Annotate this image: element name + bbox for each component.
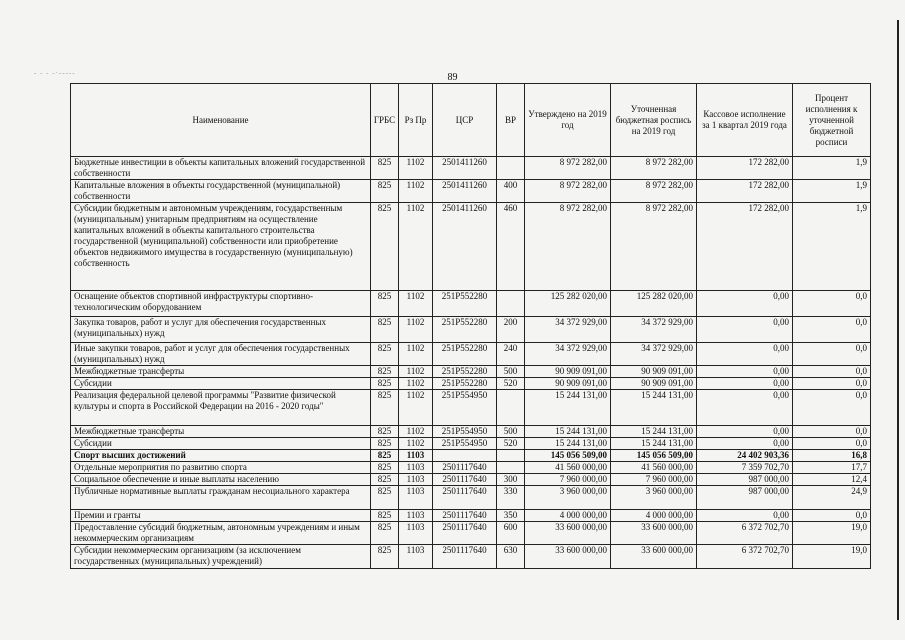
cell-rzpr: 1102 bbox=[399, 426, 433, 438]
cell-refined: 15 244 131,00 bbox=[611, 390, 697, 426]
cell-vr: 300 bbox=[497, 474, 525, 486]
cell-percent: 16,8 bbox=[793, 450, 871, 462]
cell-percent: 0,0 bbox=[793, 438, 871, 450]
cell-rzpr: 1102 bbox=[399, 203, 433, 291]
cell-csr: 251P554950 bbox=[433, 426, 497, 438]
cell-cash: 0,00 bbox=[697, 390, 793, 426]
cell-rzpr: 1103 bbox=[399, 522, 433, 545]
table-row bbox=[71, 291, 871, 317]
table-row bbox=[71, 522, 871, 545]
cell-name: Субсидии bbox=[71, 378, 371, 390]
cell-rzpr: 1102 bbox=[399, 157, 433, 180]
cell-rzpr: 1102 bbox=[399, 343, 433, 366]
cell-name: Реализация федеральной целевой программы "Развитие физической культуры и спорта в Российской Федерации на 2016 - 2020 годы" bbox=[71, 390, 371, 426]
header-percent: Процент исполнения к уточненной бюджетной росписи bbox=[793, 84, 871, 157]
cell-name: Премии и гранты bbox=[71, 510, 371, 522]
cell-grbs: 825 bbox=[371, 157, 399, 180]
cell-refined: 8 972 282,00 bbox=[611, 203, 697, 291]
cell-approved: 34 372 929,00 bbox=[525, 343, 611, 366]
cell-refined: 8 972 282,00 bbox=[611, 180, 697, 203]
table-row bbox=[71, 180, 871, 203]
cell-refined: 8 972 282,00 bbox=[611, 157, 697, 180]
cell-percent: 0,0 bbox=[793, 317, 871, 343]
cell-csr: 2501411260 bbox=[433, 157, 497, 180]
cell-refined: 145 056 509,00 bbox=[611, 450, 697, 462]
cell-percent: 0,0 bbox=[793, 426, 871, 438]
cell-percent: 1,9 bbox=[793, 180, 871, 203]
table-row bbox=[71, 438, 871, 450]
cell-rzpr: 1102 bbox=[399, 180, 433, 203]
cell-refined: 90 909 091,00 bbox=[611, 366, 697, 378]
cell-csr: 251P552280 bbox=[433, 291, 497, 317]
cell-csr: 251P552280 bbox=[433, 366, 497, 378]
cell-vr bbox=[497, 390, 525, 426]
cell-percent: 17,7 bbox=[793, 462, 871, 474]
cell-vr: 460 bbox=[497, 203, 525, 291]
cell-name: Капитальные вложения в объекты государственной (муниципальной) собственности bbox=[71, 180, 371, 203]
cell-vr bbox=[497, 157, 525, 180]
cell-rzpr: 1102 bbox=[399, 390, 433, 426]
cell-csr: 251P554950 bbox=[433, 438, 497, 450]
cell-rzpr: 1103 bbox=[399, 510, 433, 522]
cell-cash: 24 402 903,36 bbox=[697, 450, 793, 462]
cell-vr: 500 bbox=[497, 366, 525, 378]
table-row bbox=[71, 343, 871, 366]
cell-refined: 15 244 131,00 bbox=[611, 438, 697, 450]
cell-grbs: 825 bbox=[371, 180, 399, 203]
cell-csr: 2501117640 bbox=[433, 510, 497, 522]
cell-name: Субсидии bbox=[71, 438, 371, 450]
cell-refined: 4 000 000,00 bbox=[611, 510, 697, 522]
cell-grbs: 825 bbox=[371, 366, 399, 378]
cell-rzpr: 1103 bbox=[399, 462, 433, 474]
cell-cash: 987 000,00 bbox=[697, 474, 793, 486]
header-cash: Кассовое исполнение за 1 квартал 2019 года bbox=[697, 84, 793, 157]
cell-approved: 8 972 282,00 bbox=[525, 157, 611, 180]
table-row bbox=[71, 450, 871, 462]
cell-cash: 6 372 702,70 bbox=[697, 545, 793, 569]
cell-vr bbox=[497, 450, 525, 462]
table-row bbox=[71, 462, 871, 474]
cell-percent: 0,0 bbox=[793, 390, 871, 426]
cell-csr: 251P552280 bbox=[433, 317, 497, 343]
cell-csr: 2501117640 bbox=[433, 486, 497, 510]
cell-vr: 400 bbox=[497, 180, 525, 203]
cell-vr: 520 bbox=[497, 438, 525, 450]
cell-grbs: 825 bbox=[371, 291, 399, 317]
table-row bbox=[71, 545, 871, 569]
cell-grbs: 825 bbox=[371, 474, 399, 486]
cell-approved: 33 600 000,00 bbox=[525, 522, 611, 545]
cell-grbs: 825 bbox=[371, 378, 399, 390]
cell-grbs: 825 bbox=[371, 317, 399, 343]
cell-grbs: 825 bbox=[371, 522, 399, 545]
cell-cash: 987 000,00 bbox=[697, 486, 793, 510]
cell-cash: 172 282,00 bbox=[697, 203, 793, 291]
cell-grbs: 825 bbox=[371, 390, 399, 426]
cell-cash: 0,00 bbox=[697, 366, 793, 378]
cell-name: Межбюджетные трансферты bbox=[71, 426, 371, 438]
cell-cash: 0,00 bbox=[697, 317, 793, 343]
cell-cash: 172 282,00 bbox=[697, 180, 793, 203]
cell-approved: 15 244 131,00 bbox=[525, 390, 611, 426]
cell-refined: 34 372 929,00 bbox=[611, 343, 697, 366]
table-row bbox=[71, 378, 871, 390]
header-rzpr: Рз Пр bbox=[399, 84, 433, 157]
header-vr: ВР bbox=[497, 84, 525, 157]
cell-rzpr: 1103 bbox=[399, 545, 433, 569]
cell-grbs: 825 bbox=[371, 510, 399, 522]
cell-percent: 12,4 bbox=[793, 474, 871, 486]
cell-name: Социальное обеспечение и иные выплаты населению bbox=[71, 474, 371, 486]
cell-csr bbox=[433, 450, 497, 462]
cell-approved: 41 560 000,00 bbox=[525, 462, 611, 474]
cell-refined: 3 960 000,00 bbox=[611, 486, 697, 510]
cell-csr: 2501117640 bbox=[433, 545, 497, 569]
cell-vr: 200 bbox=[497, 317, 525, 343]
cell-vr: 630 bbox=[497, 545, 525, 569]
cell-vr: 330 bbox=[497, 486, 525, 510]
cell-rzpr: 1103 bbox=[399, 486, 433, 510]
cell-vr bbox=[497, 291, 525, 317]
cell-name: Субсидии некоммерческим организациям (за исключением государственных (муниципальных) учреждений) bbox=[71, 545, 371, 569]
header-mark: - - - -·----- bbox=[34, 69, 76, 77]
cell-rzpr: 1103 bbox=[399, 474, 433, 486]
cell-approved: 15 244 131,00 bbox=[525, 426, 611, 438]
cell-approved: 3 960 000,00 bbox=[525, 486, 611, 510]
cell-csr: 2501411260 bbox=[433, 203, 497, 291]
cell-cash: 0,00 bbox=[697, 438, 793, 450]
cell-grbs: 825 bbox=[371, 203, 399, 291]
cell-name: Предоставление субсидий бюджетным, автономным учреждениям и иным некоммерческим организациям bbox=[71, 522, 371, 545]
cell-csr: 251P552280 bbox=[433, 343, 497, 366]
cell-percent: 0,0 bbox=[793, 378, 871, 390]
table-row bbox=[71, 426, 871, 438]
cell-rzpr: 1102 bbox=[399, 366, 433, 378]
cell-vr bbox=[497, 462, 525, 474]
cell-vr: 500 bbox=[497, 426, 525, 438]
cell-refined: 33 600 000,00 bbox=[611, 545, 697, 569]
table-row bbox=[71, 474, 871, 486]
cell-vr: 600 bbox=[497, 522, 525, 545]
page-edge bbox=[897, 20, 899, 620]
cell-vr: 520 bbox=[497, 378, 525, 390]
cell-percent: 24,9 bbox=[793, 486, 871, 510]
cell-grbs: 825 bbox=[371, 426, 399, 438]
cell-name: Иные закупки товаров, работ и услуг для обеспечения государственных (муниципальных) нужд bbox=[71, 343, 371, 366]
cell-approved: 90 909 091,00 bbox=[525, 366, 611, 378]
cell-grbs: 825 bbox=[371, 343, 399, 366]
table-row bbox=[71, 157, 871, 180]
cell-rzpr: 1102 bbox=[399, 378, 433, 390]
header-grbs: ГРБС bbox=[371, 84, 399, 157]
cell-vr: 240 bbox=[497, 343, 525, 366]
cell-refined: 125 282 020,00 bbox=[611, 291, 697, 317]
table-row bbox=[71, 317, 871, 343]
cell-approved: 8 972 282,00 bbox=[525, 180, 611, 203]
header-csr: ЦСР bbox=[433, 84, 497, 157]
cell-approved: 90 909 091,00 bbox=[525, 378, 611, 390]
cell-approved: 145 056 509,00 bbox=[525, 450, 611, 462]
cell-refined: 33 600 000,00 bbox=[611, 522, 697, 545]
cell-name: Субсидии бюджетным и автономным учреждениям, государственным (муниципальным) унитарным предприятиям на осуществление капитальных вложений в объекты капитального строительства государственной (муниципальной) собственности или приобретение объектов недвижимого имущества в государственную (муниципальную) собственность bbox=[71, 203, 371, 291]
cell-refined: 15 244 131,00 bbox=[611, 426, 697, 438]
cell-csr: 2501411260 bbox=[433, 180, 497, 203]
cell-refined: 34 372 929,00 bbox=[611, 317, 697, 343]
cell-cash: 0,00 bbox=[697, 510, 793, 522]
table-row bbox=[71, 510, 871, 522]
table-header-row bbox=[71, 84, 871, 157]
cell-csr: 2501117640 bbox=[433, 474, 497, 486]
header-refined: Уточненная бюджетная роспись на 2019 год bbox=[611, 84, 697, 157]
cell-grbs: 825 bbox=[371, 486, 399, 510]
cell-csr: 251P554950 bbox=[433, 390, 497, 426]
cell-approved: 125 282 020,00 bbox=[525, 291, 611, 317]
cell-rzpr: 1102 bbox=[399, 291, 433, 317]
cell-rzpr: 1102 bbox=[399, 317, 433, 343]
header-name: Наименование bbox=[71, 84, 371, 157]
cell-name: Оснащение объектов спортивной инфраструктуры спортивно-технологическим оборудованием bbox=[71, 291, 371, 317]
header-approved: Утверждено на 2019 год bbox=[525, 84, 611, 157]
cell-percent: 1,9 bbox=[793, 157, 871, 180]
cell-percent: 0,0 bbox=[793, 366, 871, 378]
cell-name: Закупка товаров, работ и услуг для обеспечения государственных (муниципальных) нужд bbox=[71, 317, 371, 343]
cell-name: Бюджетные инвестиции в объекты капитальных вложений государственной собственности bbox=[71, 157, 371, 180]
table-row bbox=[71, 486, 871, 510]
cell-grbs: 825 bbox=[371, 438, 399, 450]
cell-csr: 2501117640 bbox=[433, 522, 497, 545]
cell-approved: 15 244 131,00 bbox=[525, 438, 611, 450]
cell-approved: 34 372 929,00 bbox=[525, 317, 611, 343]
cell-grbs: 825 bbox=[371, 545, 399, 569]
cell-refined: 7 960 000,00 bbox=[611, 474, 697, 486]
cell-cash: 7 359 702,70 bbox=[697, 462, 793, 474]
cell-refined: 90 909 091,00 bbox=[611, 378, 697, 390]
page-number: 89 bbox=[447, 72, 458, 83]
cell-percent: 0,0 bbox=[793, 510, 871, 522]
cell-rzpr: 1102 bbox=[399, 438, 433, 450]
cell-vr: 350 bbox=[497, 510, 525, 522]
cell-grbs: 825 bbox=[371, 450, 399, 462]
cell-percent: 1,9 bbox=[793, 203, 871, 291]
table-body bbox=[71, 157, 871, 569]
table-row bbox=[71, 390, 871, 426]
cell-approved: 8 972 282,00 bbox=[525, 203, 611, 291]
cell-csr: 2501117640 bbox=[433, 462, 497, 474]
cell-percent: 0,0 bbox=[793, 291, 871, 317]
cell-approved: 4 000 000,00 bbox=[525, 510, 611, 522]
cell-name: Спорт высших достижений bbox=[71, 450, 371, 462]
table-row bbox=[71, 203, 871, 291]
cell-cash: 0,00 bbox=[697, 343, 793, 366]
table-row bbox=[71, 366, 871, 378]
cell-percent: 19,0 bbox=[793, 545, 871, 569]
cell-cash: 0,00 bbox=[697, 291, 793, 317]
cell-name: Отдельные мероприятия по развитию спорта bbox=[71, 462, 371, 474]
cell-refined: 41 560 000,00 bbox=[611, 462, 697, 474]
cell-percent: 0,0 bbox=[793, 343, 871, 366]
cell-approved: 33 600 000,00 bbox=[525, 545, 611, 569]
cell-approved: 7 960 000,00 bbox=[525, 474, 611, 486]
cell-rzpr: 1103 bbox=[399, 450, 433, 462]
cell-percent: 19,0 bbox=[793, 522, 871, 545]
cell-cash: 0,00 bbox=[697, 426, 793, 438]
cell-csr: 251P552280 bbox=[433, 378, 497, 390]
cell-name: Публичные нормативные выплаты гражданам несоциального характера bbox=[71, 486, 371, 510]
cell-cash: 172 282,00 bbox=[697, 157, 793, 180]
cell-name: Межбюджетные трансферты bbox=[71, 366, 371, 378]
cell-cash: 0,00 bbox=[697, 378, 793, 390]
cell-grbs: 825 bbox=[371, 462, 399, 474]
cell-cash: 6 372 702,70 bbox=[697, 522, 793, 545]
budget-table bbox=[70, 83, 871, 569]
